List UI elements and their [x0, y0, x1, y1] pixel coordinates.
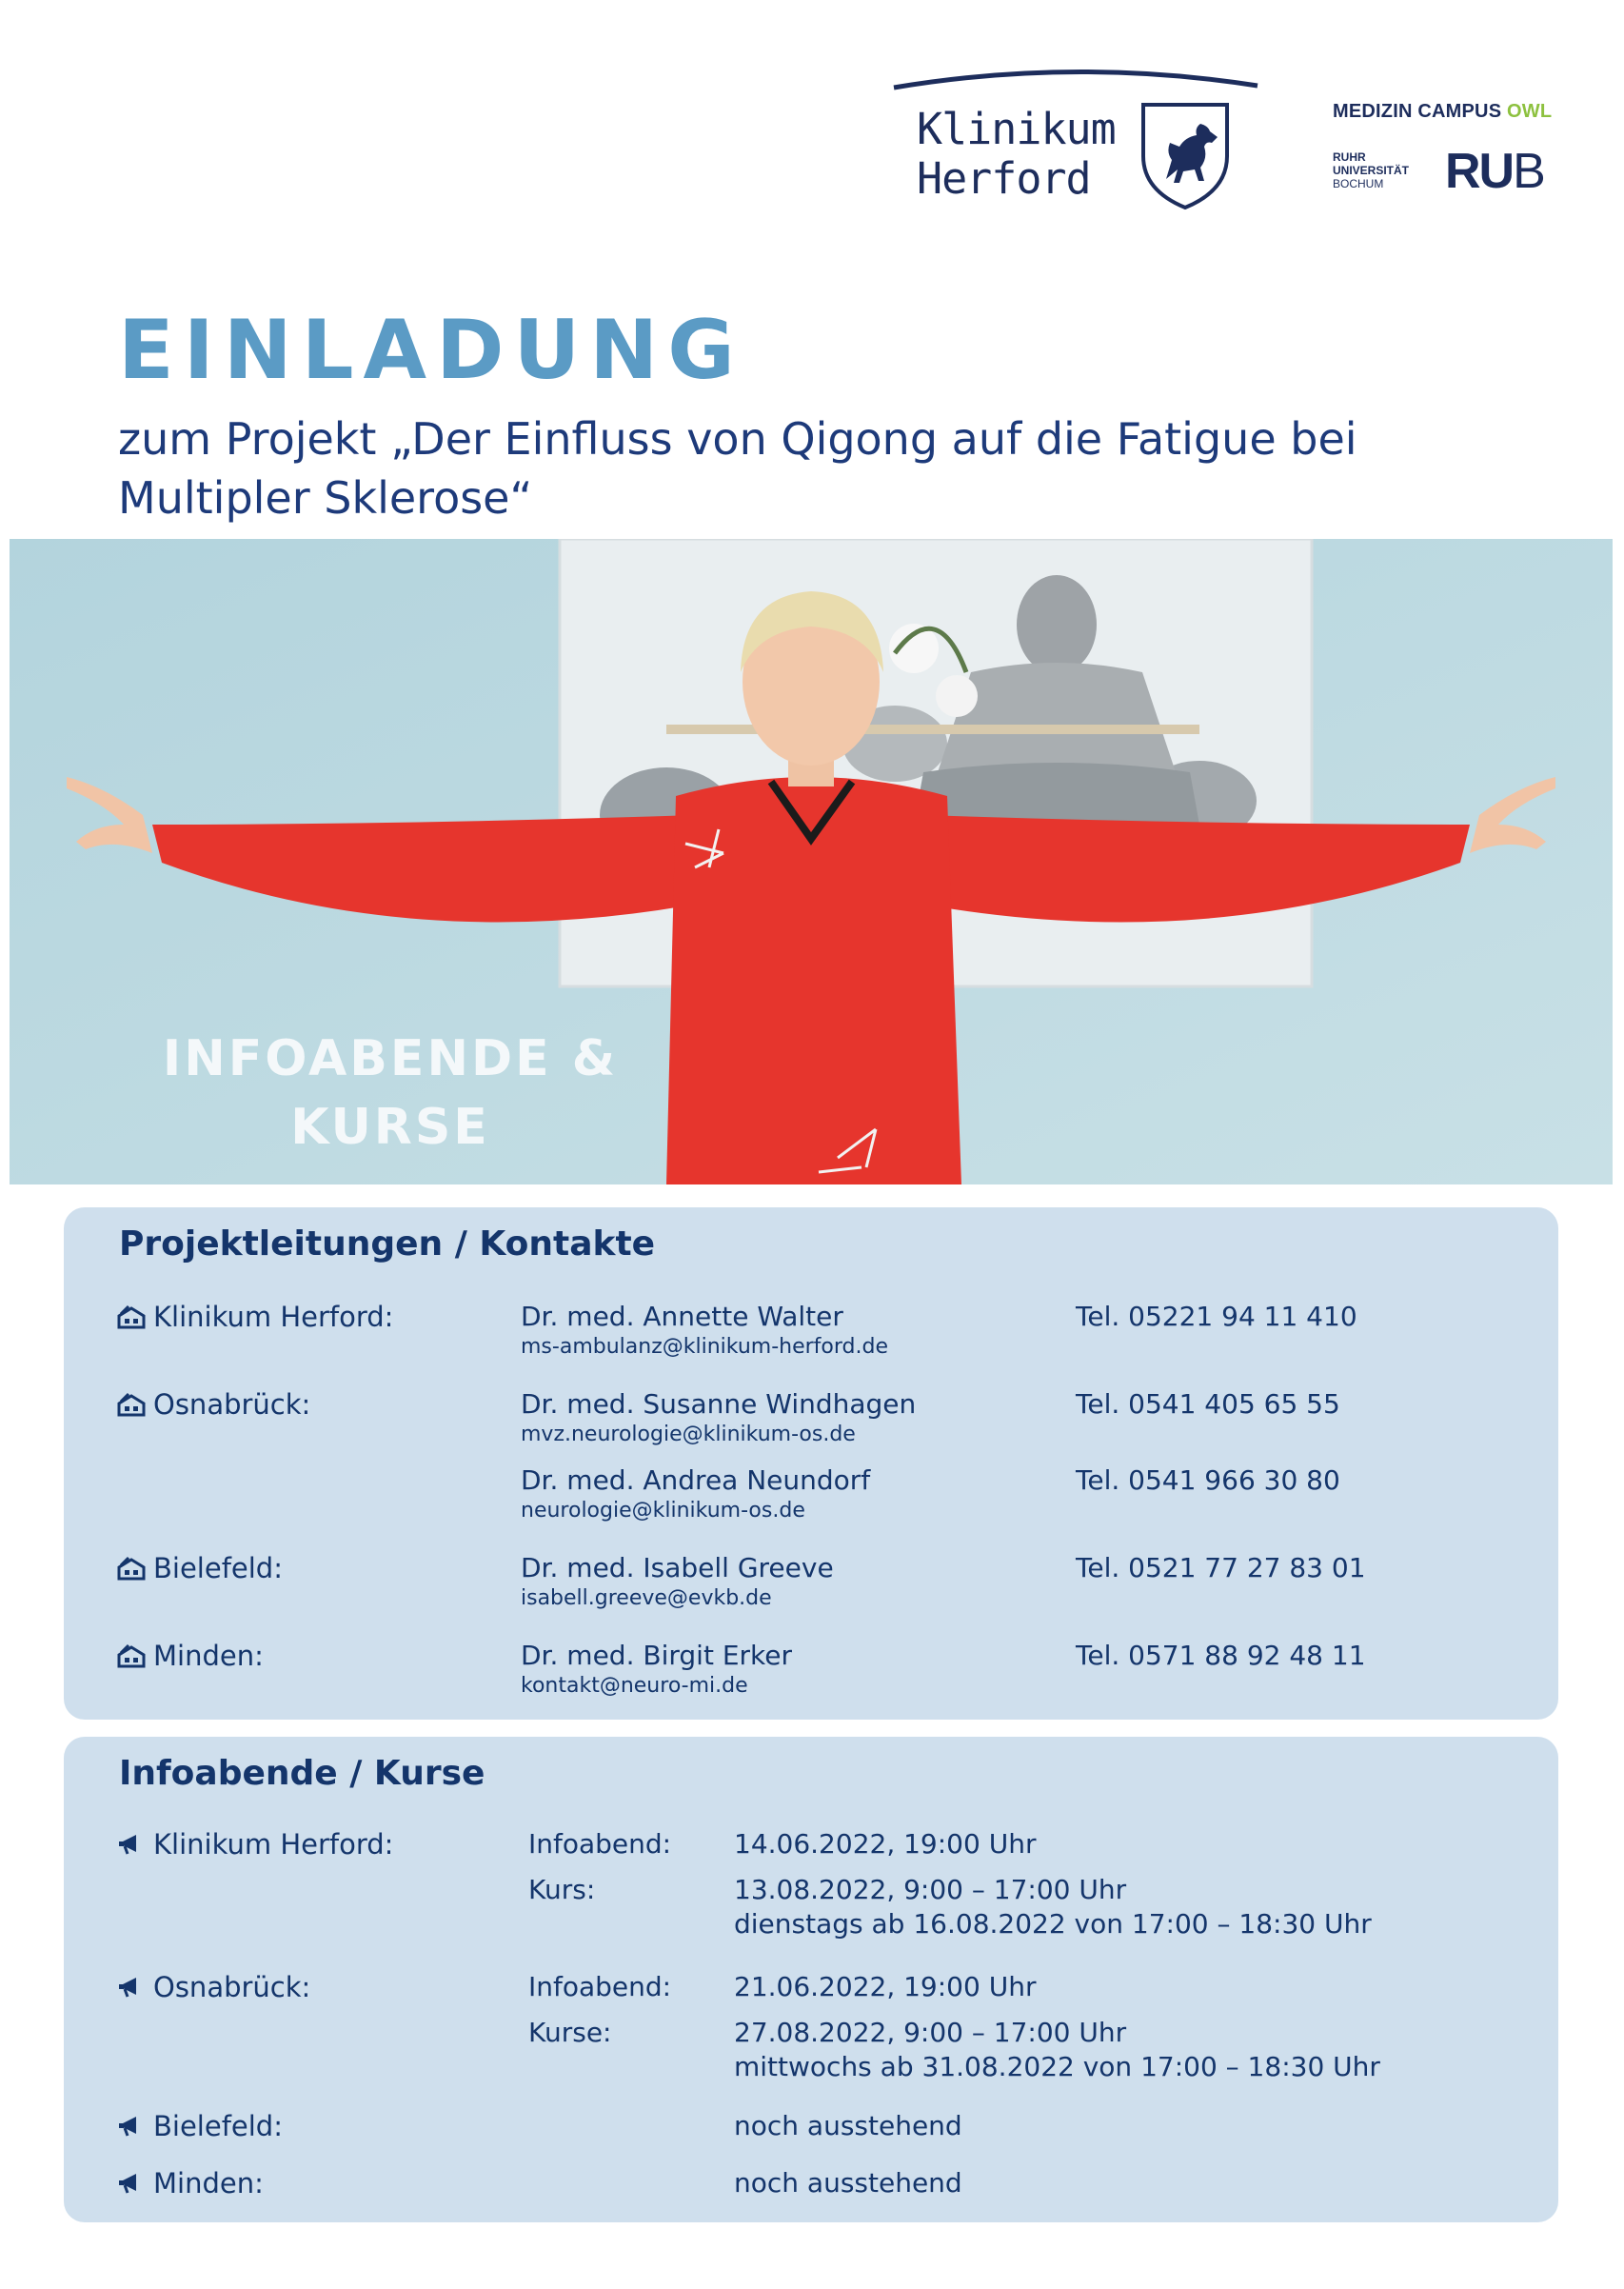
event-date-secondary: dienstags ab 16.08.2022 von 17:00 – 18:30 Uhr: [734, 1908, 1372, 1940]
contact-location: [117, 1640, 264, 1672]
location-label: Osnabrück:: [153, 1971, 311, 2003]
course-location: [117, 2110, 283, 2142]
location-label: Osnabrück:: [153, 1388, 311, 1421]
event-date: 21.06.2022, 19:00 Uhr: [734, 1971, 1037, 2002]
contact-name: Dr. med. Isabell Greeve: [521, 1552, 834, 1583]
rub-logo: [1445, 143, 1544, 200]
page-subtitle: zum Projekt „Der Einfluss von Qigong auf die Fatigue bei Multipler Sklerose“: [118, 413, 1357, 524]
location-label: Minden:: [153, 2167, 264, 2199]
owl-label: OWL: [1507, 101, 1553, 122]
contacts-panel: [64, 1207, 1558, 1720]
location-label: Bielefeld:: [153, 1552, 283, 1584]
megaphone-icon: [117, 2114, 146, 2139]
logo-line-2: Herford: [917, 153, 1091, 204]
contact-name: Dr. med. Birgit Erker: [521, 1640, 792, 1671]
event-date: noch ausstehend: [734, 2167, 962, 2199]
megaphone-icon: [117, 1975, 146, 2000]
contact-location: [117, 1552, 283, 1584]
contact-email[interactable]: ms-ambulanz@klinikum-herford.de: [521, 1335, 888, 1359]
logo-line-1: Klinikum: [917, 104, 1116, 154]
contact-email[interactable]: neurologie@klinikum-os.de: [521, 1499, 805, 1523]
event-date: 13.08.2022, 9:00 – 17:00 Uhr: [734, 1874, 1127, 1905]
campus-label: MEDIZIN CAMPUS: [1333, 101, 1502, 122]
buddha-head: [1017, 575, 1097, 674]
contact-phone: Tel. 0541 966 30 80: [1076, 1464, 1340, 1496]
contact-name: Dr. med. Andrea Neundorf: [521, 1464, 871, 1496]
logo-arc: [890, 65, 1261, 93]
contact-email[interactable]: mvz.neurologie@klinikum-os.de: [521, 1423, 856, 1446]
courses-panel: [64, 1737, 1558, 2222]
contact-phone: Tel. 0571 88 92 48 11: [1076, 1640, 1366, 1671]
caption-line-2: KURSE: [290, 1099, 490, 1156]
rub-b: B: [1513, 144, 1544, 199]
event-kind: Infoabend:: [528, 1828, 672, 1860]
event-date: noch ausstehend: [734, 2110, 962, 2141]
megaphone-icon: [117, 1832, 146, 1857]
contact-email[interactable]: isabell.greeve@evkb.de: [521, 1586, 772, 1610]
hospital-building-icon: [117, 1392, 146, 1417]
page-title: EINLADUNG: [118, 303, 744, 398]
location-label: Minden:: [153, 1640, 264, 1672]
ruhr-universitaet-text: [1333, 150, 1409, 190]
event-kind: Kurse:: [528, 2017, 612, 2048]
hospital-building-icon: [117, 1643, 146, 1668]
hospital-building-icon: [117, 1556, 146, 1581]
event-kind: Kurs:: [528, 1874, 596, 1905]
courses-heading: Infoabende / Kurse: [119, 1754, 485, 1793]
klinikum-herford-logo: [890, 65, 1261, 217]
medizin-campus-logo: [1333, 101, 1561, 206]
course-location: [117, 1828, 393, 1861]
contact-phone: Tel. 05221 94 11 410: [1076, 1301, 1357, 1332]
contact-location: [117, 1301, 393, 1333]
photo-caption: [114, 1025, 666, 1162]
medizin-campus-text: [1333, 101, 1561, 123]
event-kind: Infoabend:: [528, 1971, 672, 2002]
contact-name: Dr. med. Susanne Windhagen: [521, 1388, 917, 1420]
location-label: Klinikum Herford:: [153, 1828, 394, 1861]
course-location: [117, 1971, 310, 2003]
contact-email[interactable]: kontakt@neuro-mi.de: [521, 1674, 748, 1698]
caption-line-1: INFOABENDE &: [162, 1030, 619, 1087]
contact-phone: Tel. 0521 77 27 83 01: [1076, 1552, 1366, 1583]
ruhr-label: RUHR: [1333, 150, 1366, 164]
event-date-secondary: mittwochs ab 31.08.2022 von 17:00 – 18:30 Uhr: [734, 2051, 1380, 2082]
course-location: [117, 2167, 264, 2199]
hospital-building-icon: [117, 1304, 146, 1329]
event-date: 14.06.2022, 19:00 Uhr: [734, 1828, 1037, 1860]
horse-shield-icon: [1138, 99, 1233, 213]
contact-phone: Tel. 0541 405 65 55: [1076, 1388, 1340, 1420]
contact-location: [117, 1388, 310, 1421]
location-label: Bielefeld:: [153, 2110, 283, 2142]
bochum-label: BOCHUM: [1333, 177, 1384, 190]
event-date: 27.08.2022, 9:00 – 17:00 Uhr: [734, 2017, 1127, 2048]
rub-ru: RU: [1445, 144, 1514, 199]
contacts-heading: Projektleitungen / Kontakte: [119, 1224, 656, 1264]
logo-wordmark: [917, 105, 1116, 204]
universitaet-label: UNIVERSITÄT: [1333, 164, 1410, 177]
qigong-photo: [10, 539, 1613, 1184]
contact-name: Dr. med. Annette Walter: [521, 1301, 843, 1332]
megaphone-icon: [117, 2171, 146, 2196]
location-label: Klinikum Herford:: [153, 1301, 394, 1333]
